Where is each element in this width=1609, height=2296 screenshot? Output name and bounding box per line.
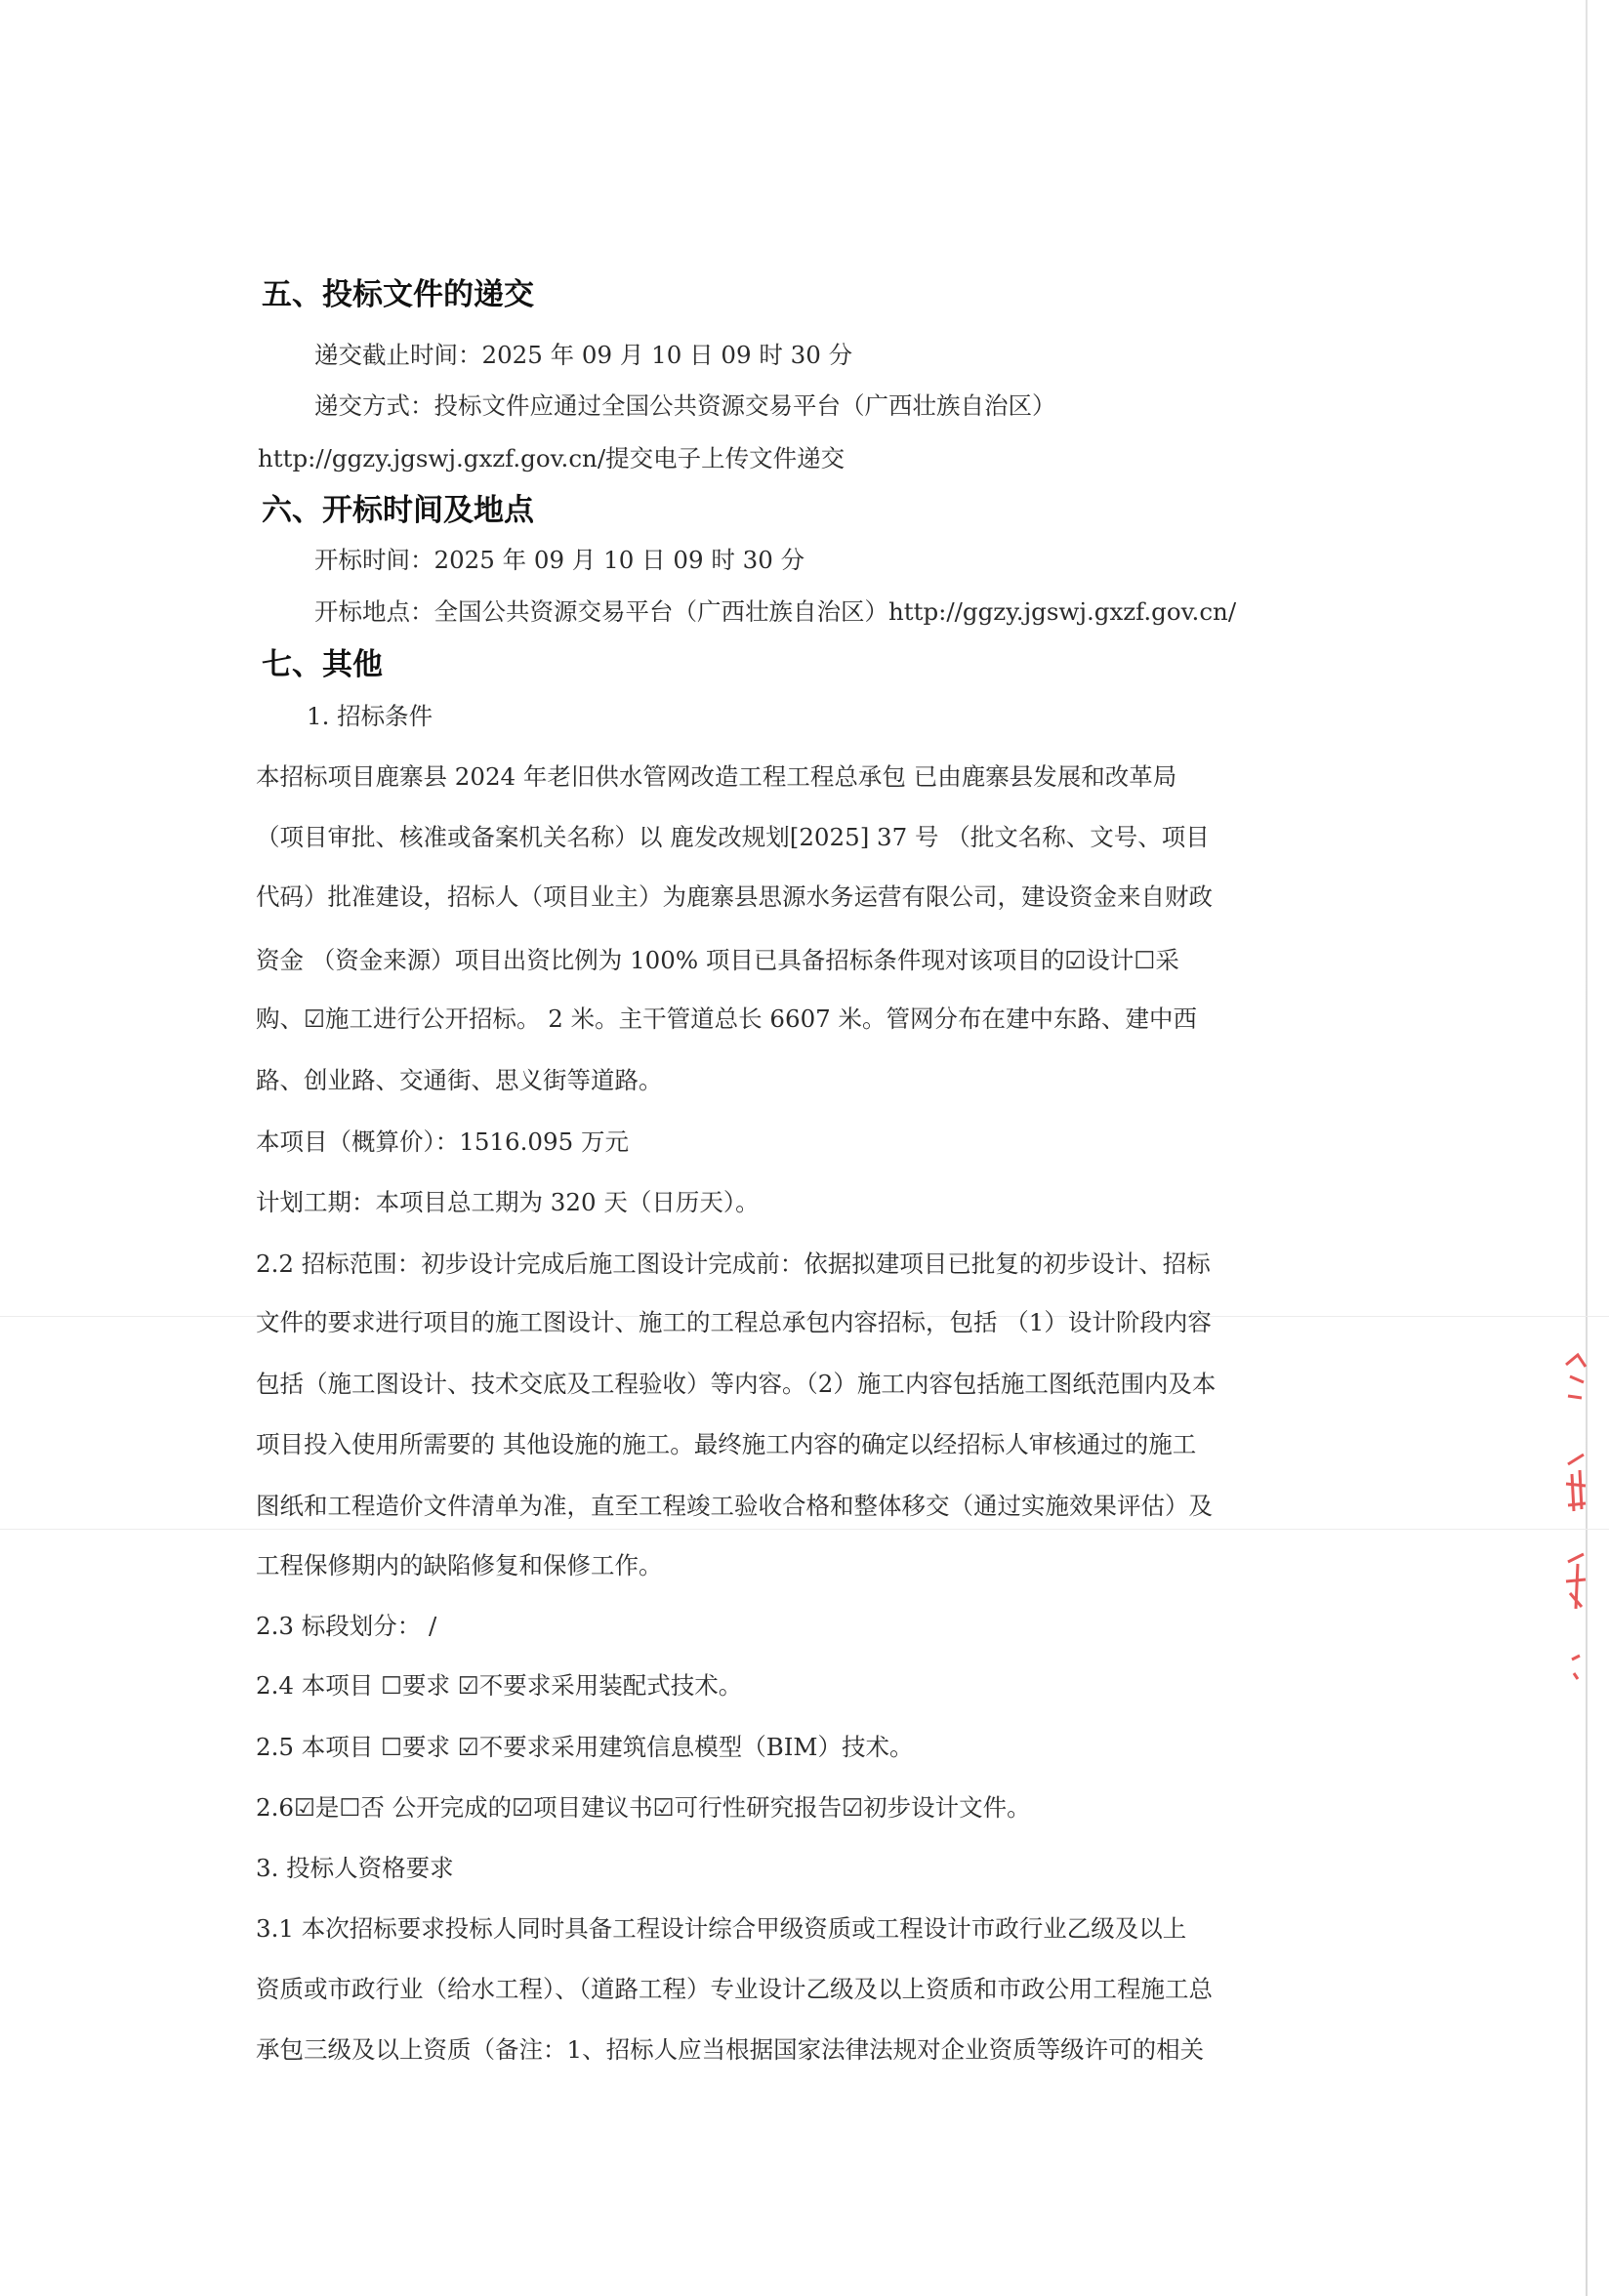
subheading-qualifications: 3. 投标人资格要求 [256, 1854, 454, 1882]
bim-requirement: 2.5 本项目 ☐要求 ☑不要求采用建筑信息模型（BIM）技术。 [256, 1733, 914, 1761]
paragraph-line: 包括（施工图设计、技术交底及工程验收）等内容。（2）施工内容包括施工图纸范围内及本 [256, 1370, 1217, 1398]
subheading-tender-conditions: 1. 招标条件 [307, 702, 433, 730]
project-duration: 计划工期：本项目总工期为 320 天（日历天）。 [256, 1188, 760, 1216]
paragraph-line: （项目审批、核准或备案机关名称）以 鹿发改规划[2025] 37 号 （批文名称、文号、项目 [256, 823, 1210, 851]
submission-url: http://ggzy.jgswj.gxzf.gov.cn/提交电子上传文件递交 [258, 444, 846, 472]
scan-artifact-line [0, 1529, 1609, 1530]
section-heading-opening: 六、开标时间及地点 [262, 493, 534, 528]
paragraph-line: 工程保修期内的缺陷修复和保修工作。 [256, 1551, 663, 1579]
section-heading-other: 七、其他 [262, 647, 383, 682]
public-documents: 2.6☑是☐否 公开完成的☑项目建议书☑可行性研究报告☑初步设计文件。 [256, 1793, 1031, 1822]
section-heading-submission: 五、投标文件的递交 [262, 277, 534, 312]
paragraph-line: 承包三级及以上资质（备注：1、招标人应当根据国家法律法规对企业资质等级许可的相关 [256, 2035, 1205, 2064]
paragraph-line: 购、☑施工进行公开招标。 2 米。主干管道总长 6607 米。管网分布在建中东路、建中西 [256, 1004, 1198, 1033]
scan-edge [1586, 0, 1588, 2296]
red-seal-fragment [1562, 1337, 1589, 1689]
paragraph-line: 代码）批准建设，招标人（项目业主）为鹿寨县思源水务运营有限公司，建设资金来自财政 [256, 882, 1213, 911]
paragraph-line: 图纸和工程造价文件清单为准，直至工程竣工验收合格和整体移交（通过实施效果评估）及 [256, 1492, 1213, 1520]
prefab-requirement: 2.4 本项目 ☐要求 ☑不要求采用装配式技术。 [256, 1671, 743, 1700]
submission-method: 递交方式：投标文件应通过全国公共资源交易平台（广西壮族自治区） [314, 391, 1056, 420]
opening-time: 开标时间：2025 年 09 月 10 日 09 时 30 分 [314, 546, 805, 574]
paragraph-line: 项目投入使用所需要的 其他设施的施工。最终施工内容的确定以经招标人审核通过的施工 [256, 1430, 1197, 1458]
paragraph-line: 文件的要求进行项目的施工图设计、施工的工程总承包内容招标，包括 （1）设计阶段内容 [256, 1308, 1212, 1336]
paragraph-line: 3.1 本次招标要求投标人同时具备工程设计综合甲级资质或工程设计市政行业乙级及以上 [256, 1914, 1187, 1943]
paragraph-line: 本招标项目鹿寨县 2024 年老旧供水管网改造工程工程总承包 已由鹿寨县发展和改革局 [256, 762, 1177, 791]
paragraph-line: 资质或市政行业（给水工程）、（道路工程）专业设计乙级及以上资质和市政公用工程施工总 [256, 1975, 1213, 2003]
paragraph-line: 资金 （资金来源）项目出资比例为 100% 项目已具备招标条件现对该项目的☑设计☐采 [256, 946, 1179, 974]
paragraph-line: 路、创业路、交通街、思义街等道路。 [256, 1066, 663, 1094]
project-budget: 本项目（概算价）：1516.095 万元 [256, 1128, 629, 1156]
paragraph-line: 2.2 招标范围：初步设计完成后施工图设计完成前：依据拟建项目已批复的初步设计、招标 [256, 1250, 1211, 1278]
opening-place: 开标地点：全国公共资源交易平台（广西壮族自治区）http://ggzy.jgswj.gxzf.gov.cn/ [314, 597, 1237, 626]
submission-deadline: 递交截止时间：2025 年 09 月 10 日 09 时 30 分 [314, 341, 853, 369]
section-division: 2.3 标段划分： / [256, 1612, 437, 1640]
